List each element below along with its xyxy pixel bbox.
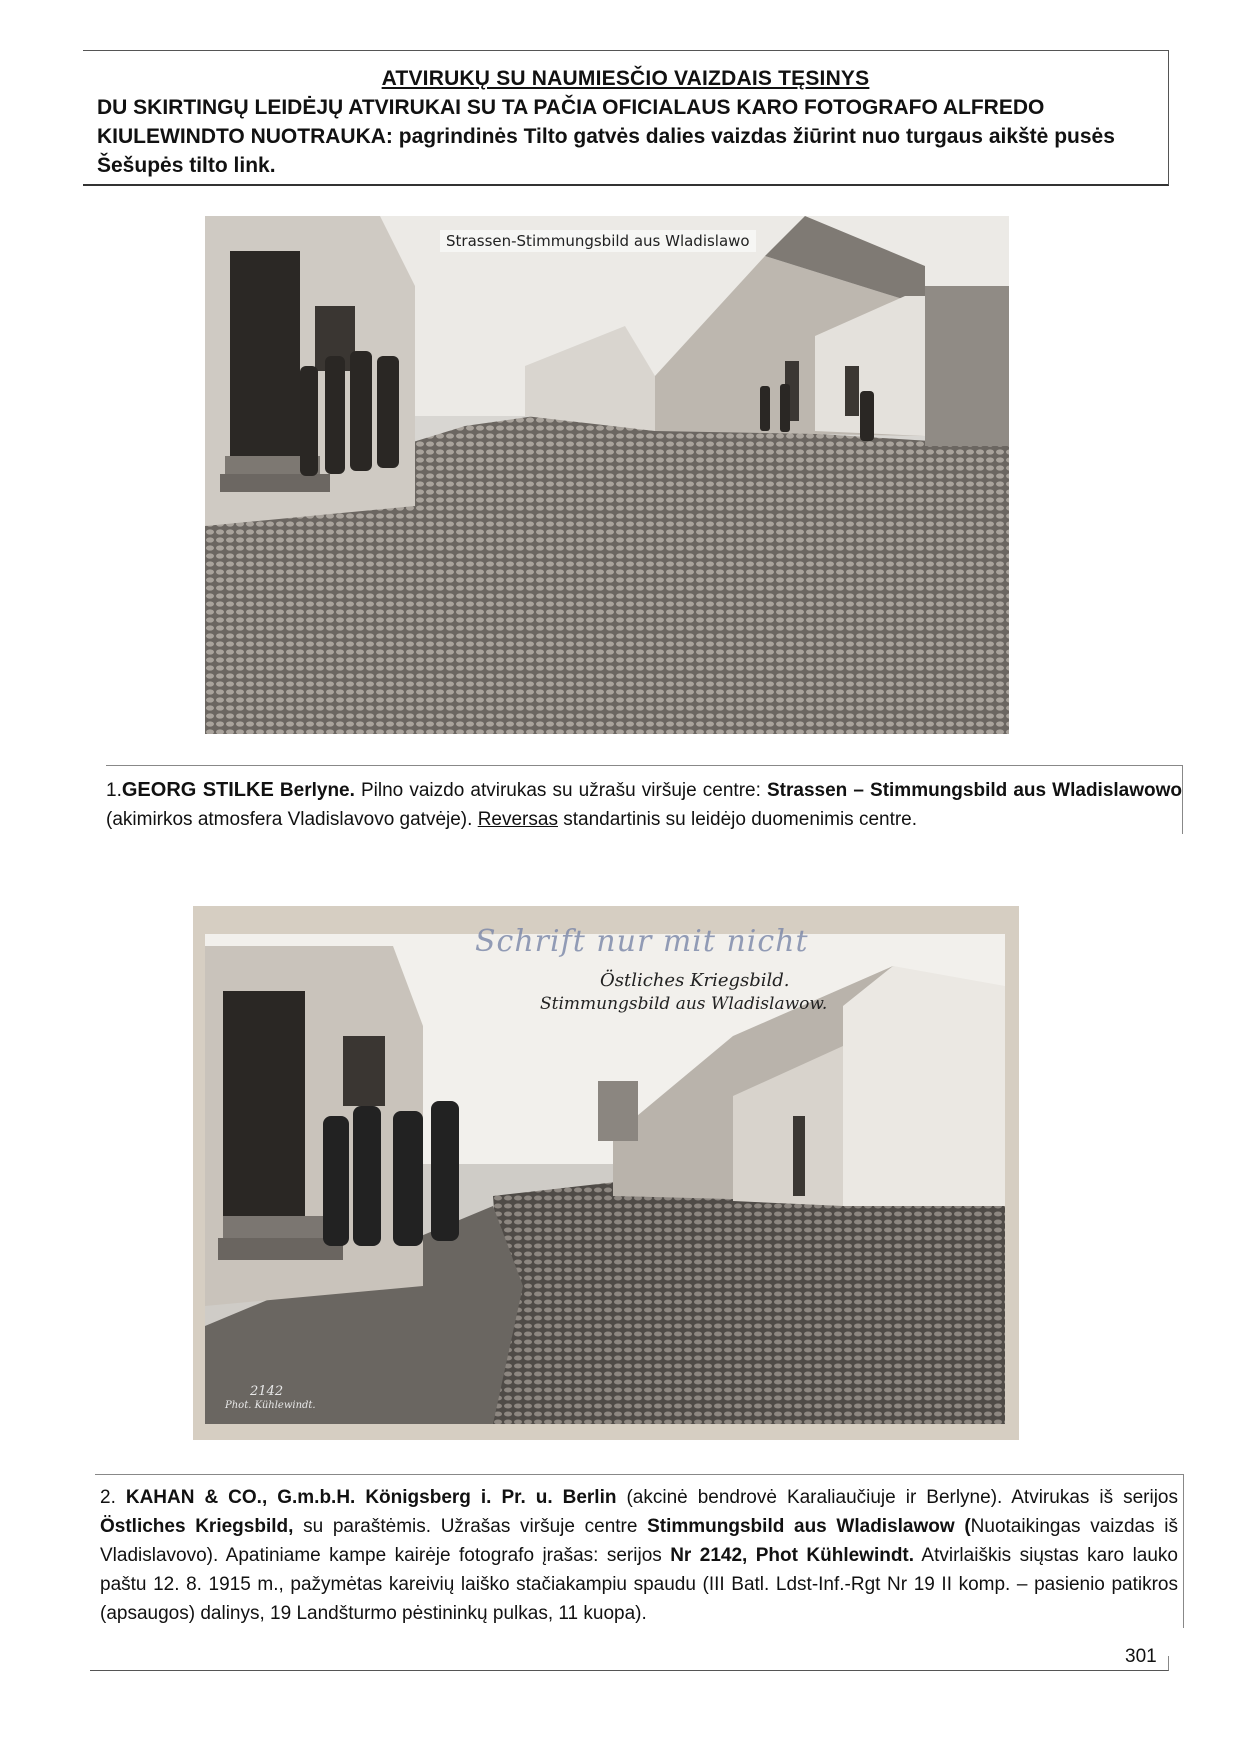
- desc1-number: 1.: [106, 780, 122, 801]
- desc1-text-a: Pilno vaizdo atvirukas su užrašu viršuje centre:: [354, 780, 767, 801]
- desc2-text-b: su paraštėmis. Užrašas viršuje centre: [293, 1516, 648, 1537]
- postcard-2-series-number: 2142: [250, 1384, 284, 1399]
- desc1-text-b: (akimirkos atmosfera Vladislavovo gatvėje).: [106, 809, 478, 830]
- desc1-text-c: standartinis su leidėjo duomenimis centre.: [557, 809, 918, 830]
- page-number: 301: [1125, 1646, 1157, 1667]
- page-header: [83, 50, 1169, 186]
- desc1-publisher-place: Berlyne.: [279, 780, 355, 801]
- desc2-publisher: KAHAN & CO., G.m.b.H. Königsberg i. Pr. u. Berlin: [125, 1487, 617, 1508]
- desc2-text-a: (akcinė bendrovė Karaliaučiuje ir Berlyne). Atvirukas iš serijos: [616, 1487, 1178, 1508]
- page-subtitle: DU SKIRTINGŲ LEIDĖJŲ ATVIRUKAI SU TA PAČIA OFICIALAUS KARO FOTOGRAFO ALFREDO KIULEWINDTO NUOTRAUKA: pagrindinės Tilto gatvės dalies vaizdas žiūrint nuo turgaus aikštė pusės Šešupės tilto link.: [97, 96, 1115, 177]
- postcard-1-caption: Strassen-Stimmungsbild aus Wladislawo: [440, 230, 756, 252]
- postcard-2-description: [95, 1474, 1184, 1628]
- postcard-1-street-scene: [205, 216, 1009, 734]
- desc1-publisher: GEORG STILKE: [121, 779, 274, 801]
- desc2-nr: Nr 2142, Phot Kühlewindt.: [670, 1545, 915, 1566]
- desc1-inscription: Strassen – Stimmungsbild aus Wladislawowo: [766, 780, 1183, 801]
- desc1-reverse-label: Reversas: [477, 809, 558, 830]
- postcard-2-caption-line1: Östliches Kriegsbild.: [600, 970, 790, 991]
- postcard-1-description: [106, 765, 1183, 834]
- page-title: ATVIRUKŲ SU NAUMIESČIO VAIZDAIS TĘSINYS: [381, 67, 870, 90]
- postcard-2-caption-line2: Stimmungsbild aus Wladislawow.: [540, 994, 828, 1014]
- postcard-2-handwriting-top: Schrift nur mit nicht: [475, 924, 809, 959]
- desc2-number: 2.: [100, 1487, 126, 1508]
- desc2-text-c: Nuotaikingas vaizdas iš Vladislavovo). Apatiniame kampe kairėje fotografo įrašas: serijos: [100, 1516, 1179, 1566]
- postcard-1-photo: [205, 216, 1009, 734]
- postcard-2-photographer: Phot. Kühlewindt.: [225, 1400, 316, 1411]
- desc2-text-d: Atvirlaiškis siųstas karo lauko paštu 12. 8. 1915 m., pažymėtas kareivių laiško stačiakampiu spaudu (III Batl. Ldst-Inf.-Rgt Nr 19 II komp. – pasienio patikros (apsaugos) dalinys, 19 Landšturmo pėstininkų pulkas, 11 kuopa).: [100, 1545, 1178, 1624]
- desc2-inscription: Stimmungsbild aus Wladislawow (: [647, 1516, 971, 1537]
- desc2-series: Östliches Kriegsbild,: [100, 1516, 294, 1537]
- footer-rule: [90, 1656, 1169, 1671]
